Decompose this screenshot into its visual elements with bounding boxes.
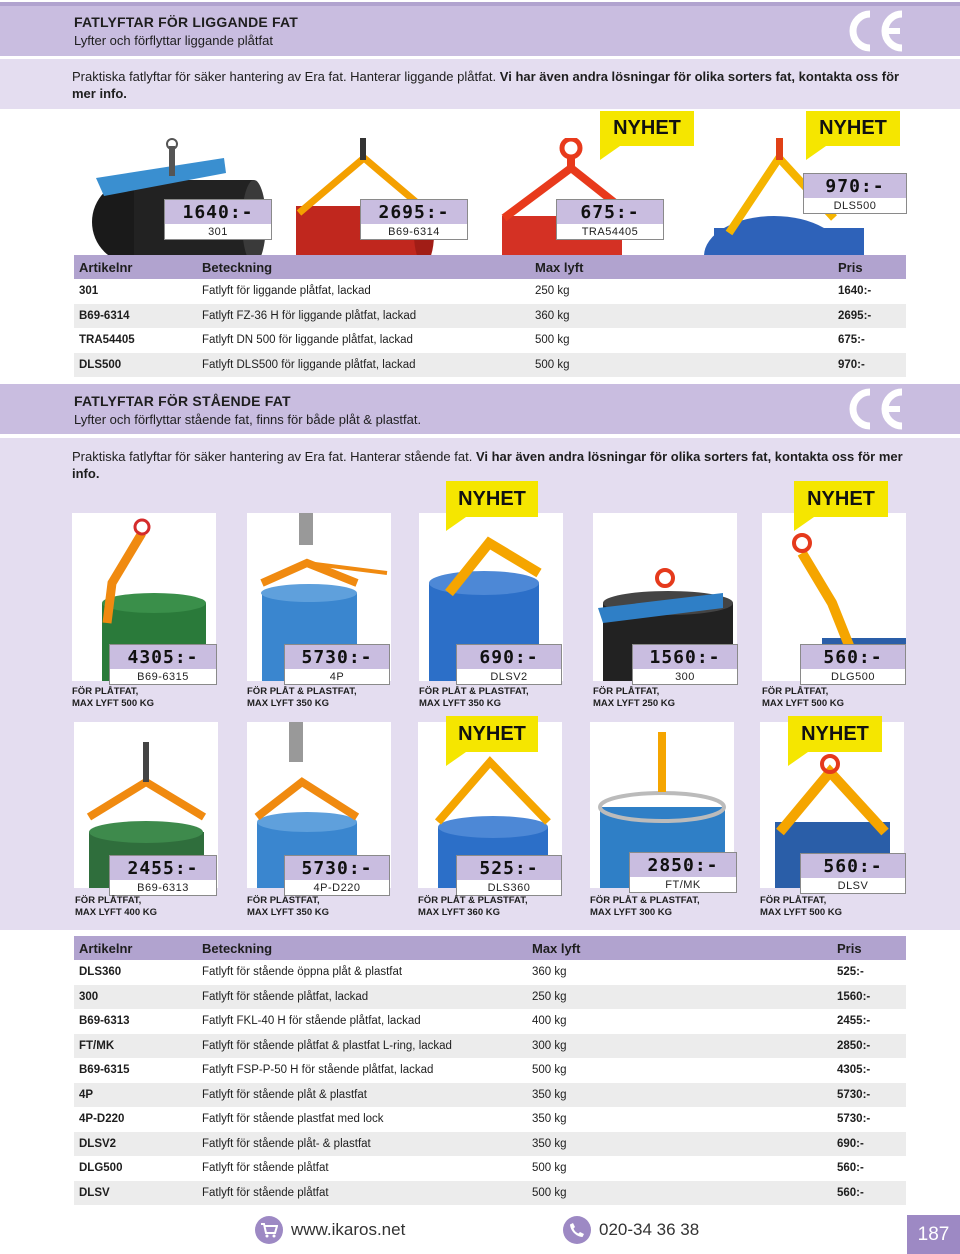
cell-max-lyft: 360 kg	[530, 304, 833, 329]
phone-number[interactable]: 020-34 36 38	[599, 1220, 700, 1239]
cell-pris: 2695:-	[833, 304, 906, 329]
cell-beteckning: Fatlyft för stående plåtfat	[197, 1181, 527, 1206]
caption-max-load: MAX LYFT 500 KG	[760, 907, 843, 918]
price-tag	[800, 644, 906, 685]
table-row	[74, 1009, 906, 1034]
nyhet-badge: NYHET	[806, 111, 900, 146]
price-tag	[629, 852, 737, 893]
shopping-cart-icon	[255, 1216, 283, 1244]
product-caption	[590, 895, 700, 919]
cell-pris: 2455:-	[837, 1015, 871, 1028]
product-code: FT/MK	[665, 878, 701, 891]
price-value: 2850:-	[630, 853, 736, 877]
nyhet-badge: NYHET	[794, 481, 888, 517]
product-code: 4P-D220	[313, 881, 361, 894]
product-code: DLG500	[831, 670, 875, 683]
product-code: 4P	[329, 670, 345, 683]
product-code: DLSV	[837, 879, 869, 892]
cell-max-lyft: 250 kg	[535, 285, 570, 298]
cell-artikelnr: TRA54405	[79, 334, 135, 347]
cell-max-lyft: 500 kg	[532, 1162, 567, 1175]
product-caption	[247, 686, 357, 710]
caption-material: FÖR PLÅTFAT,	[593, 686, 660, 697]
cell-pris: 2850:-	[832, 1034, 906, 1059]
product-code: 301	[208, 225, 228, 238]
price-value: 5730:-	[285, 645, 389, 669]
section2-intro-text: Praktiska fatlyftar för säker hantering av Era fat. Hanterar stående fat.	[72, 449, 473, 464]
nyhet-badge-tail	[446, 752, 466, 766]
product-code: DLSV2	[490, 670, 528, 683]
cell-max-lyft: 250 kg	[527, 985, 832, 1010]
col-header-max-lyft: Max lyft	[527, 936, 832, 960]
caption-max-load: MAX LYFT 250 KG	[593, 698, 676, 709]
caption-max-load: MAX LYFT 350 KG	[419, 698, 502, 709]
product-caption	[72, 686, 154, 710]
col-header-artikelnr: Artikelnr	[74, 255, 197, 279]
section1-title: FATLYFTAR FÖR LIGGANDE FAT	[74, 14, 299, 30]
caption-material: FÖR PLÅT & PLASTFAT,	[418, 895, 528, 906]
product-code: B69-6313	[137, 881, 189, 894]
price-tag	[164, 199, 272, 240]
price-value: 970:-	[804, 174, 906, 198]
section1-intro	[72, 68, 912, 102]
phone-icon	[563, 1216, 591, 1244]
caption-material: FÖR PLÅT & PLASTFAT,	[247, 686, 357, 697]
cell-pris: 5730:-	[832, 1083, 906, 1108]
price-tag	[360, 199, 468, 240]
section1-spec-table	[74, 255, 906, 377]
col-header-max-lyft: Max lyft	[530, 255, 833, 279]
product-caption	[418, 895, 528, 919]
nyhet-badge-tail	[806, 146, 826, 160]
cell-artikelnr: B69-6314	[74, 304, 197, 329]
cell-pris: 560:-	[832, 1181, 906, 1206]
section1-intro-text: Praktiska fatlyftar för säker hantering av Era fat. Hanterar liggande plåtfat.	[72, 69, 497, 84]
col-header-pris: Pris	[833, 255, 906, 279]
price-tag	[284, 855, 390, 896]
cell-max-lyft: 400 kg	[532, 1015, 567, 1028]
website-link[interactable]: www.ikaros.net	[291, 1220, 406, 1239]
page-number: 187	[907, 1215, 960, 1254]
nyhet-badge: NYHET	[600, 111, 694, 146]
price-value: 690:-	[457, 645, 561, 669]
cell-max-lyft: 500 kg	[535, 334, 570, 347]
table-row	[74, 279, 906, 304]
cell-beteckning: Fatlyft FKL-40 H för stående plåtfat, lackad	[202, 1015, 421, 1028]
cell-beteckning: Fatlyft FZ-36 H för liggande plåtfat, lackad	[197, 304, 530, 329]
table-row	[74, 1156, 906, 1181]
table-row	[74, 985, 906, 1010]
product-code: DLS360	[487, 881, 531, 894]
cell-artikelnr: DLSV2	[74, 1132, 197, 1157]
cell-artikelnr: 4P	[74, 1083, 197, 1108]
caption-material: FÖR PLÅTFAT,	[760, 895, 827, 906]
footer-website[interactable]	[255, 1215, 405, 1245]
caption-max-load: MAX LYFT 500 KG	[72, 698, 155, 709]
cell-beteckning: Fatlyft för stående plåt & plastfat	[197, 1083, 527, 1108]
cell-beteckning: Fatlyft DN 500 för liggande plåtfat, lackad	[202, 334, 413, 347]
col-header-beteckning: Beteckning	[197, 936, 527, 960]
cell-pris: 1560:-	[832, 985, 906, 1010]
caption-max-load: MAX LYFT 500 KG	[762, 698, 845, 709]
cell-artikelnr: DLSV	[74, 1181, 197, 1206]
ce-mark-icon	[840, 6, 908, 56]
cell-beteckning: Fatlyft för stående plåtfat, lackad	[197, 985, 527, 1010]
cell-pris: 5730:-	[837, 1113, 871, 1126]
col-header-beteckning: Beteckning	[197, 255, 530, 279]
caption-max-load: MAX LYFT 400 KG	[75, 907, 158, 918]
section2-subtitle: Lyfter och förflyttar stående fat, finns för både plåt & plastfat.	[74, 412, 422, 427]
cell-beteckning: Fatlyft för stående plastfat med lock	[202, 1113, 384, 1126]
price-value: 1560:-	[633, 645, 737, 669]
product-code: TRA54405	[581, 225, 639, 238]
cell-max-lyft: 350 kg	[527, 1083, 832, 1108]
price-tag	[632, 644, 738, 685]
nyhet-badge: NYHET	[788, 716, 882, 752]
caption-max-load: MAX LYFT 300 KG	[590, 907, 673, 918]
col-header-pris: Pris	[832, 936, 906, 960]
table-row	[74, 304, 906, 329]
cell-beteckning: Fatlyft för stående plåtfat	[202, 1162, 329, 1175]
section2-spec-table	[74, 936, 906, 1205]
price-tag	[800, 853, 906, 894]
product-caption	[762, 686, 844, 710]
cell-max-lyft: 500 kg	[530, 353, 833, 378]
cell-beteckning: Fatlyft FSP-P-50 H för stående plåtfat, lackad	[202, 1064, 434, 1077]
price-value: 2455:-	[110, 856, 216, 880]
cell-artikelnr: B69-6313	[79, 1015, 130, 1028]
product-code: DLS500	[833, 199, 877, 212]
product-code: B69-6314	[388, 225, 440, 238]
table-row	[74, 1107, 906, 1132]
table-row	[74, 1058, 906, 1083]
product-caption	[760, 895, 842, 919]
footer-phone[interactable]	[563, 1215, 699, 1245]
nyhet-badge-tail	[794, 517, 814, 531]
cell-max-lyft: 350 kg	[527, 1132, 832, 1157]
cell-beteckning: Fatlyft DLS500 för liggande plåtfat, lackad	[197, 353, 530, 378]
cell-artikelnr: 300	[74, 985, 197, 1010]
cell-max-lyft: 300 kg	[527, 1034, 832, 1059]
price-tag	[284, 644, 390, 685]
table-row	[74, 1181, 906, 1206]
section2-intro	[72, 448, 912, 482]
table-row	[74, 328, 906, 353]
caption-material: FÖR PLÅTFAT,	[762, 686, 829, 697]
price-value: 675:-	[557, 200, 663, 224]
price-value: 525:-	[457, 856, 561, 880]
caption-max-load: MAX LYFT 350 KG	[247, 907, 330, 918]
caption-material: FÖR PLÅTFAT,	[72, 686, 139, 697]
table-row	[74, 1132, 906, 1157]
cell-pris: 690:-	[832, 1132, 906, 1157]
table-row	[74, 1034, 906, 1059]
product-caption	[247, 895, 329, 919]
price-tag	[556, 199, 664, 240]
section1-intro-bold: Vi har även andra lösningar för olika sorters fat, kontakta oss för mer info.	[72, 69, 900, 101]
product-caption	[593, 686, 675, 710]
col-header-artikelnr: Artikelnr	[74, 936, 197, 960]
cell-max-lyft: 360 kg	[532, 966, 567, 979]
price-value: 560:-	[801, 854, 905, 878]
table-row	[74, 1083, 906, 1108]
cell-beteckning: Fatlyft för stående plåtfat & plastfat L-ring, lackad	[197, 1034, 527, 1059]
table-header-row	[74, 255, 906, 279]
cell-pris: 1640:-	[838, 285, 872, 298]
nyhet-badge-tail	[446, 517, 466, 531]
cell-pris: 525:-	[837, 966, 864, 979]
cell-pris: 675:-	[838, 334, 865, 347]
table-row	[74, 960, 906, 985]
cell-artikelnr: FT/MK	[74, 1034, 197, 1059]
caption-material: FÖR PLÅTFAT,	[75, 895, 142, 906]
price-tag	[109, 644, 217, 685]
price-tag	[803, 173, 907, 214]
product-caption	[75, 895, 157, 919]
nyhet-badge-tail	[788, 752, 808, 766]
product-code: B69-6315	[137, 670, 189, 683]
cell-artikelnr: 301	[79, 285, 99, 298]
cell-artikelnr: DLG500	[79, 1162, 123, 1175]
table-header-row	[74, 936, 906, 960]
cell-max-lyft: 500 kg	[532, 1064, 567, 1077]
cell-artikelnr: 4P-D220	[79, 1113, 125, 1126]
cell-pris: 560:-	[837, 1162, 864, 1175]
table-row	[74, 353, 906, 378]
price-value: 5730:-	[285, 856, 389, 880]
ce-mark-icon	[840, 384, 908, 434]
cell-pris: 970:-	[833, 353, 906, 378]
section2-title: FATLYFTAR FÖR STÅENDE FAT	[74, 393, 291, 409]
caption-max-load: MAX LYFT 350 KG	[247, 698, 330, 709]
price-tag	[456, 644, 562, 685]
cell-artikelnr: DLS360	[79, 966, 122, 979]
price-value: 4305:-	[110, 645, 216, 669]
product-caption	[419, 686, 529, 710]
section1-subtitle: Lyfter och förflyttar liggande plåtfat	[74, 33, 273, 48]
section2-intro-bold: Vi har även andra lösningar för olika sorters fat, kontakta oss för mer info.	[72, 449, 903, 481]
cell-beteckning: Fatlyft för liggande plåtfat, lackad	[202, 285, 371, 298]
price-tag	[109, 855, 217, 896]
price-tag	[456, 855, 562, 896]
caption-material: FÖR PLÅT & PLASTFAT,	[419, 686, 529, 697]
cell-max-lyft: 350 kg	[532, 1113, 567, 1126]
caption-material: FÖR PLASTFAT,	[247, 895, 320, 906]
cell-beteckning: Fatlyft för stående plåt- & plastfat	[197, 1132, 527, 1157]
price-value: 560:-	[801, 645, 905, 669]
cell-artikelnr: B69-6315	[79, 1064, 130, 1077]
cell-max-lyft: 500 kg	[527, 1181, 832, 1206]
nyhet-badge: NYHET	[446, 481, 538, 517]
nyhet-badge: NYHET	[446, 716, 538, 752]
price-value: 1640:-	[165, 200, 271, 224]
caption-material: FÖR PLÅT & PLASTFAT,	[590, 895, 700, 906]
price-value: 2695:-	[361, 200, 467, 224]
cell-pris: 4305:-	[837, 1064, 871, 1077]
nyhet-badge-tail	[600, 146, 620, 160]
cell-artikelnr: DLS500	[74, 353, 197, 378]
caption-max-load: MAX LYFT 360 KG	[418, 907, 501, 918]
cell-beteckning: Fatlyft för stående öppna plåt & plastfat	[202, 966, 403, 979]
product-code: 300	[675, 670, 695, 683]
